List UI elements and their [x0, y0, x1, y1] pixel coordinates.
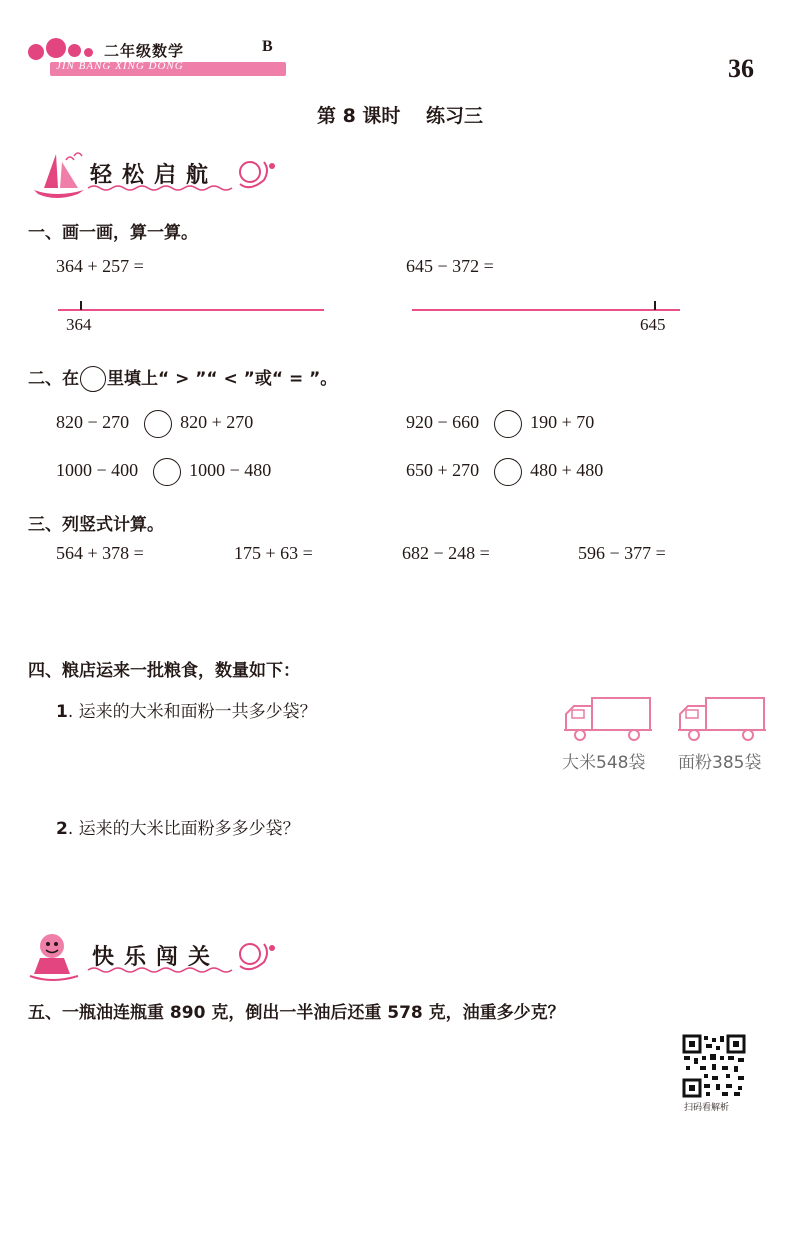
q3-item-4: 596 − 377 =: [578, 543, 666, 563]
q2-item-4-right: 480 + 480: [530, 460, 604, 481]
truck-2-label: 面粉385袋: [678, 753, 762, 773]
q3-item-1: 564 + 378 =: [56, 543, 144, 563]
number-line-2-label: 645: [640, 315, 666, 334]
q2-item-2-right: 190 + 70: [530, 412, 595, 433]
q2-item-2-answer-circle[interactable]: [494, 410, 522, 438]
q4-sub-2-number: 2: [56, 819, 68, 839]
q2-item-3-answer-circle[interactable]: [153, 458, 181, 486]
q4-sub-2-text: . 运来的大米比面粉多多少袋？: [67, 819, 300, 839]
number-line-2: [412, 309, 680, 311]
number-line-1: [58, 309, 324, 311]
q3-item-2: 175 + 63 =: [234, 543, 313, 563]
q2-item-1-left: 820 − 270: [56, 412, 130, 433]
q2-item-3-left: 1000 − 400: [56, 460, 139, 481]
qr-caption: 扫码看解析: [684, 1103, 730, 1113]
q2-item-1-right: 820 + 270: [180, 412, 254, 433]
q2-title-after: 里填上“ > ”“ < ”或“ = ”。: [107, 369, 338, 389]
page-number: 36: [728, 54, 754, 83]
header-pinyin: JIN BANG XING DONG: [56, 60, 184, 72]
q4-sub-2: [56, 814, 300, 839]
q2-title-before: 二、在: [28, 369, 79, 389]
section-banner-2-title: 快乐闯关: [92, 945, 221, 970]
q2-title: [28, 364, 337, 392]
number-line-1-label: 364: [66, 315, 92, 334]
q4-sub-1-number: 1: [56, 702, 68, 722]
q4-title: 四、粮店运来一批粮食，数量如下：: [28, 661, 300, 681]
q1-expr-1: 364 + 257 =: [56, 256, 144, 276]
number-line-1-tick: [80, 301, 82, 310]
q2-item-2-left: 920 − 660: [406, 412, 480, 433]
q2-item-3-right: 1000 − 480: [189, 460, 272, 481]
q1-title: 一、画一画，算一算。: [28, 223, 198, 243]
q2-item-4-answer-circle[interactable]: [494, 458, 522, 486]
q2-item-4-left: 650 + 270: [406, 460, 480, 481]
q3-title: 三、列竖式计算。: [28, 515, 164, 535]
qr-code-icon: [682, 1034, 746, 1098]
q2-item-1-answer-circle[interactable]: [144, 410, 172, 438]
number-line-2-tick: [654, 301, 656, 310]
truck-icon: [562, 696, 654, 744]
q4-sub-1-text: . 运来的大米和面粉一共多少袋？: [67, 702, 317, 722]
q4-sub-1: [56, 697, 317, 722]
edition-label: B: [262, 38, 273, 55]
truck-icon: [676, 696, 768, 744]
q1-expr-2: 645 − 372 =: [406, 256, 494, 276]
q2-title-circle: [80, 366, 106, 392]
q5-title: 五、一瓶油连瓶重 890 克，倒出一半油后还重 578 克，油重多少克？: [28, 1003, 565, 1023]
q2-item-2: [406, 410, 594, 438]
lesson-title: 第 8 课时 练习三: [316, 105, 484, 127]
q2-item-1: [56, 410, 253, 438]
section-banner-1-title: 轻松启航: [90, 163, 219, 188]
q2-item-3: [56, 458, 271, 486]
truck-1-label: 大米548袋: [562, 753, 646, 773]
q2-item-4: [406, 458, 603, 486]
q3-item-3: 682 − 248 =: [402, 543, 490, 563]
book-title: 二年级数学: [104, 42, 185, 60]
